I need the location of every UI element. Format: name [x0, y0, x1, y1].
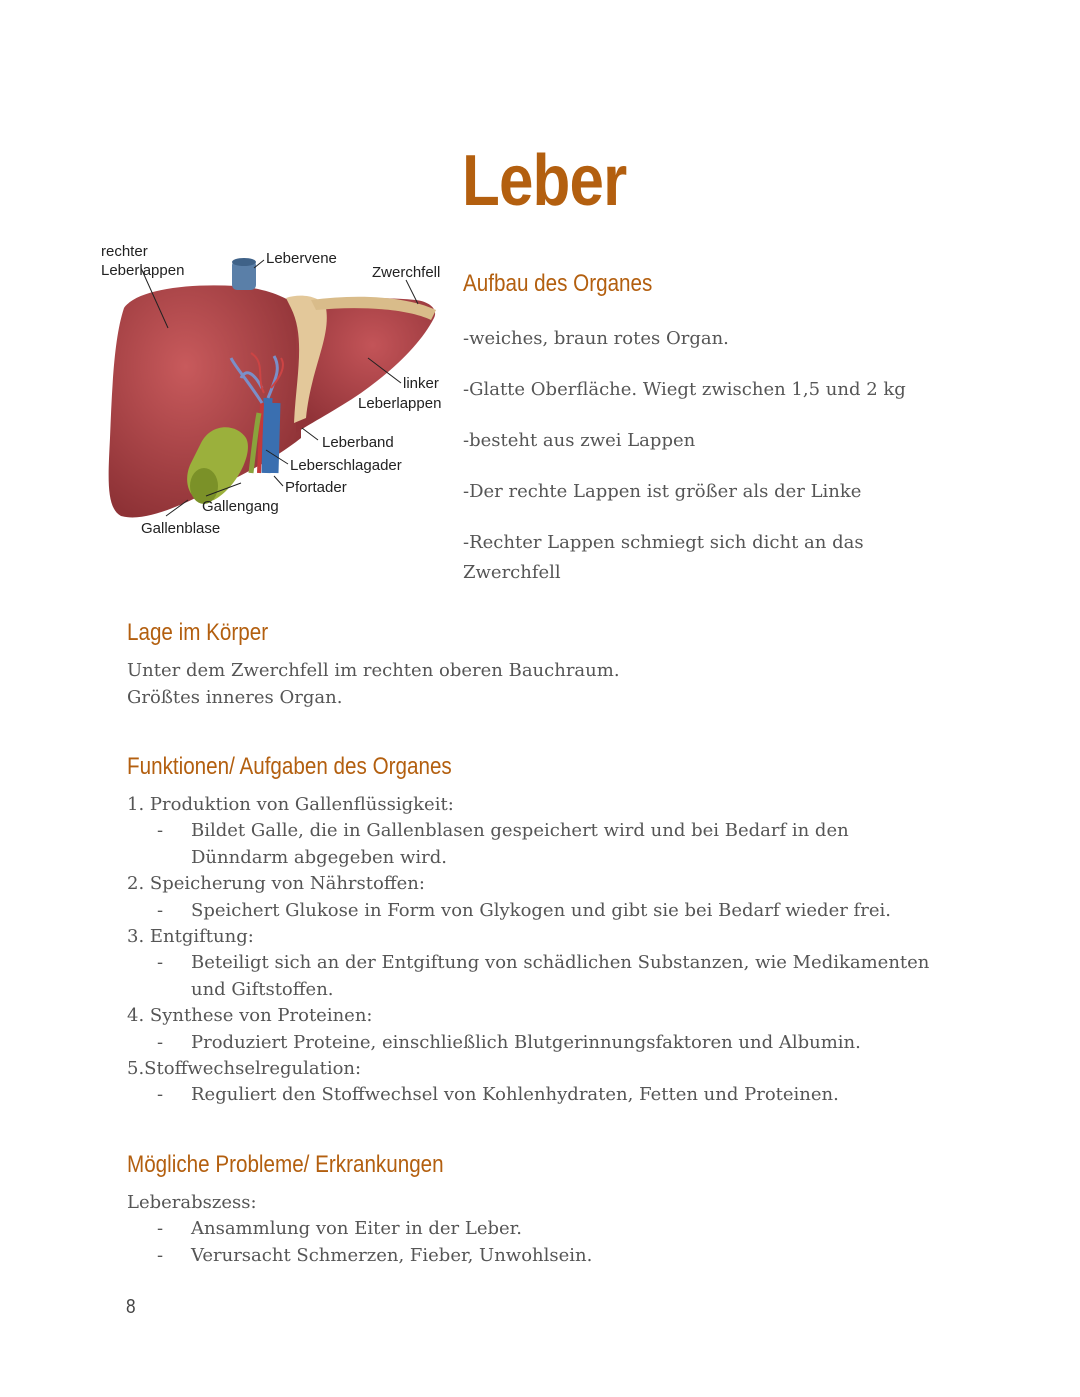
- label-linker-leberlappen: Leberlappen: [358, 395, 442, 412]
- list-dash: -: [157, 1218, 164, 1240]
- heading-probleme: Mögliche Probleme/ Erkrankungen: [127, 1151, 444, 1178]
- aufbau-item: -weiches, braun rotes Organ.: [463, 328, 729, 349]
- list-dash: -: [157, 1084, 164, 1106]
- function-detail: [127, 1030, 967, 1056]
- heading-aufbau: Aufbau des Organes: [463, 270, 653, 297]
- label-pfortader: Pfortader: [285, 479, 347, 496]
- funktionen-list: [127, 792, 967, 1109]
- label-lebervene: Lebervene: [266, 250, 337, 267]
- label-zwerchfell: Zwerchfell: [372, 264, 441, 281]
- function-detail-text: Produziert Proteine, einschließlich Blutgerinnungsfaktoren und Albumin.: [191, 1031, 861, 1053]
- probleme-list: [127, 1190, 967, 1269]
- label-leberschlagader: Leberschlagader: [290, 457, 402, 474]
- label-rechter: rechter: [101, 243, 148, 260]
- list-dash: -: [157, 1244, 164, 1266]
- label-gallenblase: Gallenblase: [141, 520, 221, 537]
- problem-detail: [127, 1216, 967, 1242]
- aufbau-item: -Der rechte Lappen ist größer als der Linke: [463, 481, 862, 502]
- list-dash: -: [157, 899, 164, 921]
- aufbau-item: -Glatte Oberfläche. Wiegt zwischen 1,5 und 2 kg: [463, 379, 906, 400]
- problem-title: Leberabszess:: [127, 1192, 257, 1213]
- page-number: 8: [126, 1296, 136, 1318]
- heading-funktionen: Funktionen/ Aufgaben des Organes: [127, 753, 452, 780]
- aufbau-item: -besteht aus zwei Lappen: [463, 430, 696, 451]
- function-title: 1. Produktion von Gallenflüssigkeit:: [127, 794, 454, 815]
- lage-line: Unter dem Zwerchfell im rechten oberen Bauchraum.: [127, 660, 620, 681]
- function-detail: [127, 818, 967, 871]
- function-detail: [127, 950, 967, 1003]
- liver-diagram: [96, 238, 446, 543]
- label-leberband: Leberband: [322, 434, 394, 451]
- function-title: 5.Stoffwechselregulation:: [127, 1058, 362, 1080]
- function-title: 3. Entgiftung:: [127, 926, 254, 948]
- lage-text: [127, 657, 620, 711]
- list-dash: -: [157, 1031, 164, 1053]
- function-detail-text: Bildet Galle, die in Gallenblasen gespeichert wird und bei Bedarf in den Dünndarm abgegeben wird.: [191, 820, 849, 868]
- heading-lage: Lage im Körper: [127, 619, 269, 646]
- label-linker: linker: [403, 375, 439, 392]
- problem-detail-text: Ansammlung von Eiter in der Leber.: [191, 1218, 523, 1240]
- page-title: Leber: [462, 141, 627, 221]
- problem-detail-text: Verursacht Schmerzen, Fieber, Unwohlsein.: [191, 1244, 593, 1266]
- function-title: 2. Speicherung von Nährstoffen:: [127, 873, 425, 895]
- label-rechter-leberlappen: Leberlappen: [101, 262, 185, 279]
- function-detail: [127, 898, 967, 924]
- list-dash: -: [157, 952, 164, 974]
- list-dash: -: [157, 820, 164, 842]
- function-title: 4. Synthese von Proteinen:: [127, 1005, 373, 1027]
- function-detail-text: Reguliert den Stoffwechsel von Kohlenhydraten, Fetten und Proteinen.: [191, 1084, 839, 1106]
- function-detail: [127, 1082, 967, 1108]
- lage-line: Größtes inneres Organ.: [127, 687, 343, 708]
- problem-detail: [127, 1243, 967, 1269]
- function-detail-text: Speichert Glukose in Form von Glykogen und gibt sie bei Bedarf wieder frei.: [191, 899, 891, 921]
- label-gallengang: Gallengang: [202, 498, 279, 515]
- aufbau-list: [463, 324, 933, 609]
- liver-illustration: [96, 238, 446, 543]
- function-detail-text: Beteiligt sich an der Entgiftung von schädlichen Substanzen, wie Medikamenten und Giftstoffen.: [191, 952, 930, 1000]
- aufbau-item: -Rechter Lappen schmiegt sich dicht an das Zwerchfell: [463, 532, 864, 583]
